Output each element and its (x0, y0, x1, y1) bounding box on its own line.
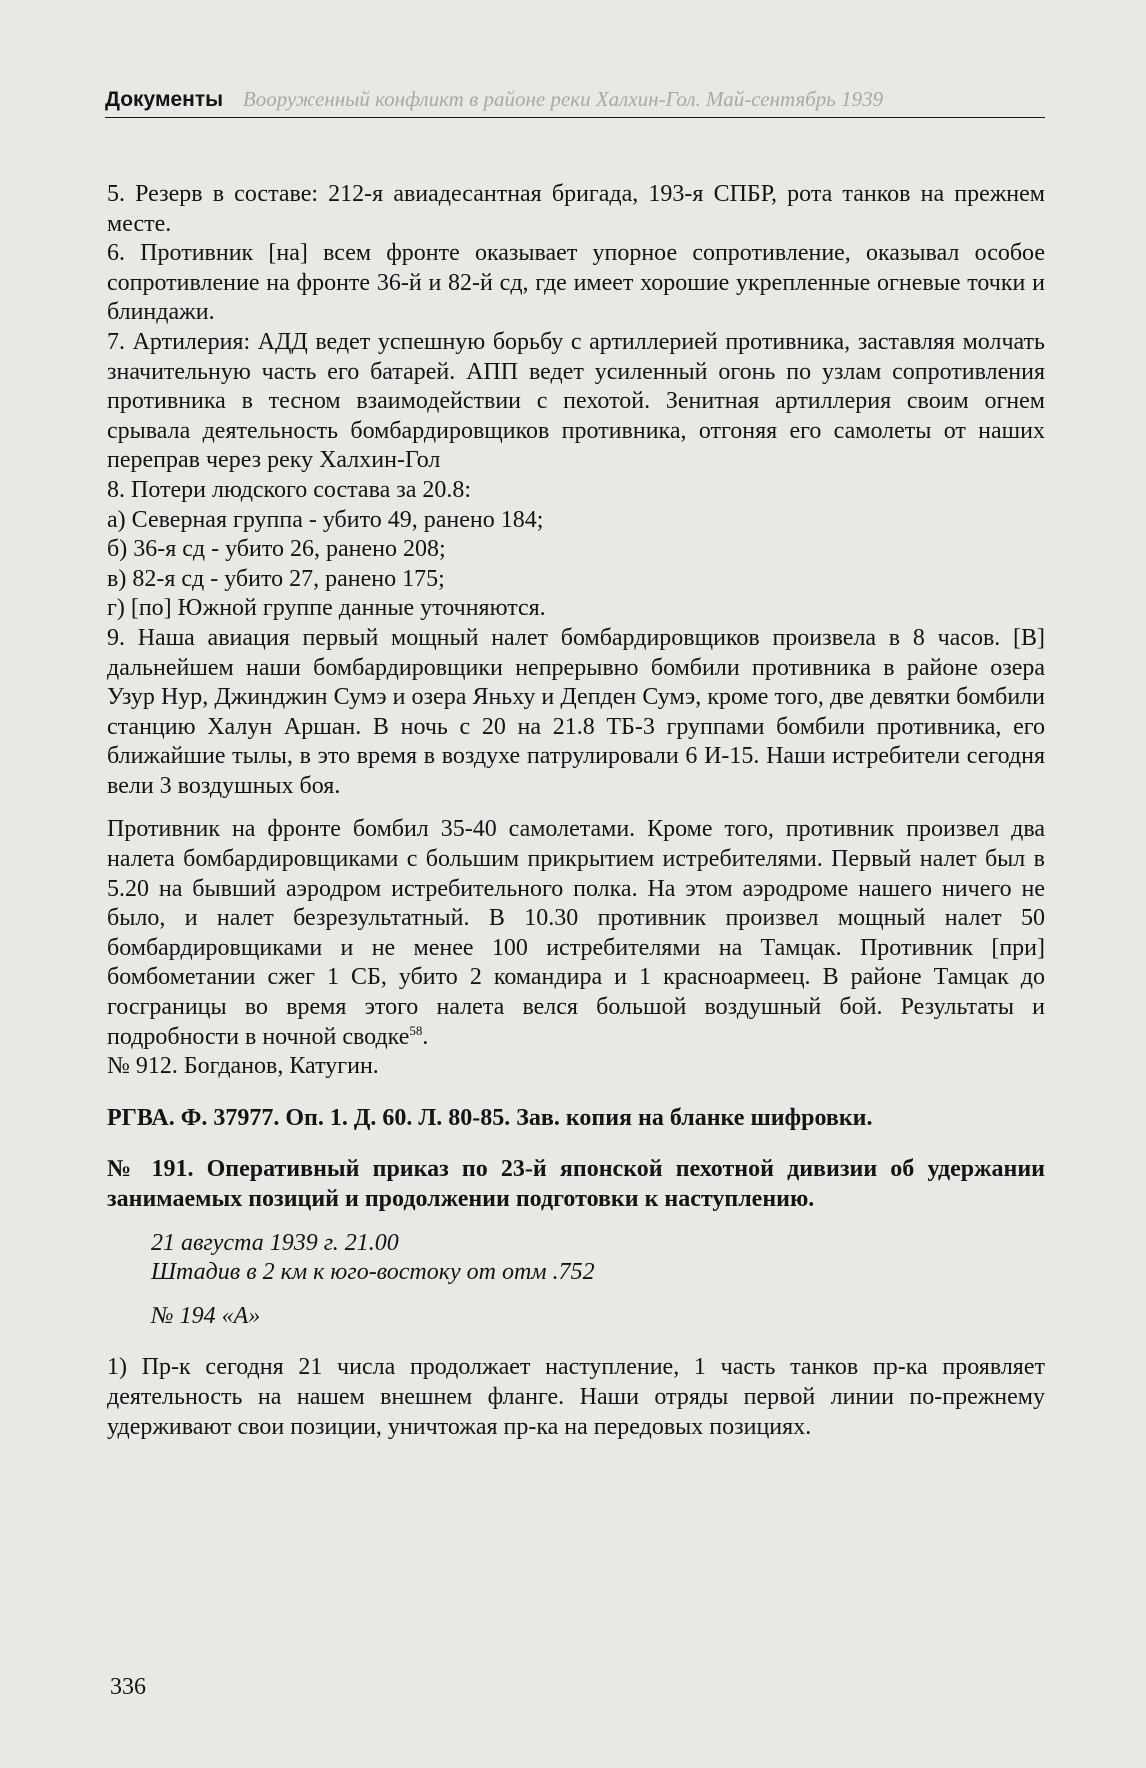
enemy-paragraph (107, 815, 1045, 1052)
doc-191-place: Штадив в 2 км к юго-востоку от отм .752 (151, 1259, 595, 1286)
item-8c: в) 82-я сд - убито 27, ранено 175; (107, 565, 445, 592)
doc-191-date: 21 августа 1939 г. 21.00 (151, 1229, 399, 1256)
page-number: 336 (110, 1674, 146, 1700)
item-7: 7. Артилерия: АДД ведет успешную борьбу с артиллерией противника, заставляя молчать значительную часть его батарей. АПП ведет усиленный огонь по узлам сопротивления противника в тесном взаимодействии с пехотой. Зенитная артиллерия своим огнем срывала деятельность бомбардировщиков противника, отгоняя его самолеты от наших переправ через реку Халхин-Гол (107, 328, 1045, 474)
signature-line: № 912. Богданов, Катугин. (107, 1053, 379, 1080)
doc-191-title: № 191. Оперативный приказ по 23-й японской пехотной дивизии об удержании занимаемых позиций и продолжении подготовки к наступлению. (107, 1156, 1045, 1212)
item-8b: б) 36-я сд - убито 26, ранено 208; (107, 536, 446, 563)
item-8d: г) [по] Южной группе данные уточняются. (107, 595, 546, 622)
footnote-ref: 58 (409, 1022, 423, 1038)
item-8: 8. Потери людского состава за 20.8: (107, 476, 472, 503)
running-header (105, 86, 1045, 118)
enemy-paragraph-end: . (422, 1023, 429, 1050)
doc-191-para-1: 1) Пр-к сегодня 21 числа продолжает наступление, 1 часть танков пр-ка проявляет деятельность на нашем внешнем фланге. Наши отряды первой линии по-прежнему удерживают свои позиции, уничтожая пр-ка на передовых позициях. (107, 1354, 1045, 1440)
item-6: 6. Противник [на] всем фронте оказывает упорное сопротивление, оказывал особое сопротивление на фронте 36-й и 82-й сд, где имеет хорошие укрепленные огневые точки и блиндажи. (107, 240, 1045, 326)
page-content (107, 180, 1045, 1442)
item-9: 9. Наша авиация первый мощный налет бомбардировщиков произвела в 8 часов. [В] дальнейшем наши бомбардировщики непрерывно бомбили противника в районе озера Узур Нур, Джинджин Сумэ и озера Яньху и Депден Сумэ, кроме того, две девятки бомбили станцию Халун Аршан. В ночь с 20 на 21.8 ТБ-3 группами бомбили противника, его ближайшие тылы, в это время в воздухе патрулировали 6 И-15. Наши истребители сегодня вели 3 воздушных боя. (107, 624, 1045, 799)
enemy-paragraph-text: Противник на фронте бомбил 35-40 самолетами. Кроме того, противник произвел два налета бомбардировщиками с большим прикрытием истребителями. Первый налет был в 5.20 на бывший аэродром истребительного полка. На этом аэродроме нашего ничего не было, и налет безрезультатный. В 10.30 противник произвел мощный налет 50 бомбардировщиками и не менее 100 истребителями на Тамцак. Противник [при] бомбометании сжег 1 СБ, убито 2 командира и 1 красноармеец. В районе Тамцак до госграницы во время этого налета велся большой воздушный бой. Результаты и подробности в ночной сводке (107, 816, 1045, 1050)
item-5: 5. Резерв в составе: 212-я авиадесантная бригада, 193-я СПБР, рота танков на прежнем месте. (107, 181, 1045, 237)
section-title: Документы (105, 88, 224, 111)
bleed-through-title: Вооруженный конфликт в районе реки Халхин-Гол. Май-сентябрь 1939 (242, 87, 884, 111)
archive-reference: РГВА. Ф. 37977. Оп. 1. Д. 60. Л. 80-85. Зав. копия на бланке шифровки. (107, 1104, 873, 1131)
doc-191-number: № 194 «А» (151, 1302, 261, 1329)
item-8a: а) Северная группа - убито 49, ранено 184; (107, 506, 544, 533)
